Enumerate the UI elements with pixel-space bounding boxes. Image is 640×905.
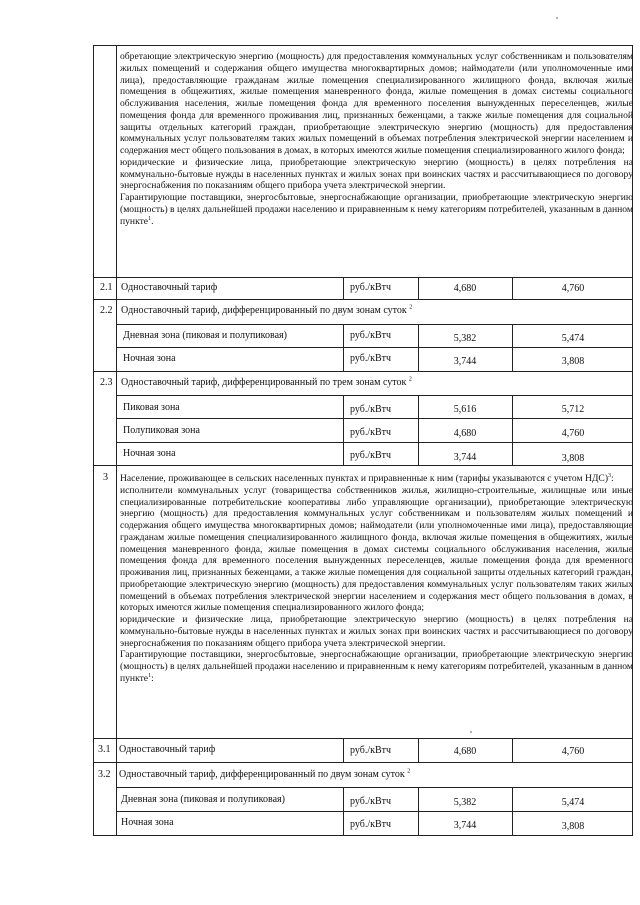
tariff-unit: руб./кВтч — [350, 745, 392, 756]
tariff-value-second: 4,760 — [561, 746, 585, 757]
row-border — [116, 418, 633, 419]
tariff-value-second: 3,808 — [561, 356, 585, 367]
table-border-bottom — [93, 835, 633, 836]
tariff-value-second: 3,808 — [561, 821, 585, 832]
row-number: 2.1 — [100, 282, 113, 293]
section2-desc-text: Гарантирующие поставщики, энергосбытовые, энергоснабжающие организации, приобретающие электрическую энергию (мощность) в целях дальнейшей продажи населению и приравненным к нему категориям потребителей, указанным в данном пункте — [120, 192, 633, 227]
tariff-unit: руб./кВтч — [350, 450, 392, 461]
footnote-marker: 3 — [608, 472, 612, 479]
row-border — [116, 324, 633, 325]
table-border-left — [93, 45, 94, 835]
tariff-value-second: 5,474 — [561, 333, 585, 344]
tariff-value-first: 5,382 — [453, 333, 477, 344]
section3-description — [120, 473, 633, 685]
tariff-unit: руб./кВтч — [350, 282, 392, 293]
tariff-value-first: 4,680 — [453, 283, 477, 294]
tariff-label — [119, 769, 410, 780]
col-border — [512, 395, 513, 465]
footnote-marker: 2 — [407, 768, 411, 775]
section3-desc-para — [120, 473, 633, 485]
tariff-value-first: 3,744 — [453, 356, 477, 367]
row-border — [116, 811, 633, 812]
tariff-label: Дневная зона (пиковая и полупиковая) — [123, 330, 287, 341]
tariff-unit: руб./кВтч — [350, 427, 392, 438]
scan-speck — [470, 731, 472, 733]
tariff-value-second: 4,760 — [561, 428, 585, 439]
tariff-unit: руб./кВтч — [350, 353, 392, 364]
tariff-value-first: 5,616 — [453, 404, 477, 415]
tariff-unit: руб./кВтч — [350, 330, 392, 341]
footnote-marker: 1 — [148, 215, 152, 222]
row-border — [93, 738, 633, 739]
section2-desc-para: юридические и физические лица, приобретающие электрическую энергию (мощность) в целях потребления на коммунально-бытовые нужды в населенных пунктах и жилых зонах при воинских частях и рассчитывающиеся по договору энергоснабжения по показаниям общего прибора учета электрической энергии. — [120, 156, 633, 192]
tariff-label: Пиковая зона — [123, 402, 180, 413]
col-border — [343, 738, 344, 762]
footnote-marker: 1 — [148, 672, 152, 679]
tariff-value-second: 5,474 — [561, 797, 585, 808]
tariff-value-first: 3,744 — [453, 452, 477, 463]
punctuation: : — [151, 672, 154, 684]
tariff-unit: руб./кВтч — [350, 819, 392, 830]
col-border — [343, 395, 344, 465]
tariff-label — [121, 377, 412, 388]
tariff-value-first: 4,680 — [453, 746, 477, 757]
section3-desc-para: юридические и физические лица, приобретающие электрическую энергию (мощность) в целях потребления на коммунально-бытовые нужды в населенных пунктах и жилых зонах при воинских частях и рассчитывающиеся по договору энергоснабжения по показаниям общего прибора учета электрической энергии. — [120, 614, 633, 649]
row-border — [116, 787, 633, 788]
row-border — [93, 277, 633, 278]
col-border — [343, 277, 344, 299]
tariff-label-text: Одноставочный тариф, дифференцированный по трем зонам суток — [121, 377, 407, 388]
section3-desc-para: исполнители коммунальных услуг (товарищества собственников жилья, жилищно-строительные, жилищные или иные специализированные потребительские кооперативы либо управляющие организации), приобретающие электрическую энергию (мощность) для предоставления коммунальных услуг собственникам и пользователям жилых помещений и содержания общего имущества многоквартирных домов; наймодатели (или уполномоченные ими лица), предоставляющие гражданам жилые помещения специализированного жилищного фонда, включая жилые помещения в общежитиях, жилые помещения маневренного фонда, жилые помещения в домах системы социального обслуживания населения, жилые помещения фонда для временного поселения вынужденных переселенцев, жилые помещения фонда для временного проживания лиц, признанных беженцами, а также жилые помещения для социальной защиты отдельных категорий граждан, приобретающие электрическую энергию (мощность) для предоставления коммунальных услуг пользователям таких жилых помещений в объемах потребления электрической энергии населением и содержания мест общего пользования в домах, в которых имеются жилые помещения специализированного жилого фонда; — [120, 484, 633, 614]
tariff-value-first: 4,680 — [453, 428, 477, 439]
tariff-label: Одноставочный тариф — [121, 282, 218, 293]
row-number: 2.2 — [100, 305, 113, 316]
tariff-unit: руб./кВтч — [350, 796, 392, 807]
tariff-unit: руб./кВтч — [350, 404, 392, 415]
tariff-label: Ночная зона — [121, 817, 174, 828]
section3-desc-text: Население, проживающее в сельских населенных пунктах и приравненные к ним (тарифы указываются с учетом НДС) — [120, 473, 609, 484]
row-number: 3 — [103, 472, 108, 483]
row-border — [93, 762, 633, 763]
section2-desc-para: Гарантирующие поставщики, энергосбытовые, энергоснабжающие организации, приобретающие электрическую энергию (мощность) в целях дальнейшей продажи населению и приравненным к нему категориям потребителей, указанным в данном пункте$^1$. — [120, 192, 633, 227]
tariff-label-text: Одноставочный тариф, дифференцированный по двум зонам суток — [121, 305, 407, 316]
row-border — [93, 371, 633, 372]
tariff-value-second: 4,760 — [561, 283, 585, 294]
tariff-label-text: Одноставочный тариф, дифференцированный по двум зонам суток — [119, 769, 405, 780]
row-number: 3.2 — [98, 769, 111, 780]
row-border — [116, 347, 633, 348]
tariff-value-first: 3,744 — [453, 820, 477, 831]
col-border — [418, 395, 419, 465]
tariff-label: Ночная зона — [123, 448, 176, 459]
tariff-label: Ночная зона — [123, 353, 176, 364]
col-border — [512, 277, 513, 299]
tariff-label: Одноставочный тариф — [119, 744, 216, 755]
row-number: 2.3 — [100, 377, 113, 388]
punctuation: : — [611, 473, 614, 484]
footnote-marker: 2 — [408, 376, 412, 383]
row-border — [116, 442, 633, 443]
table-border-top — [93, 45, 633, 46]
col-border — [418, 738, 419, 762]
footnote-marker: 2 — [409, 304, 413, 311]
tariff-value-second: 5,712 — [561, 404, 585, 415]
row-border — [116, 395, 633, 396]
tariff-value-first: 5,382 — [453, 797, 477, 808]
section2-desc-para: обретающие электрическую энергию (мощность) для предоставления коммунальных услуг собственникам и пользователям жилых помещений и содержания общего имущества многоквартирных домов; наймодатели (или уполномоченные ими лица), предоставляющие гражданам жилые помещения специализированного жилищного фонда, включая жилые помещения в общежитиях, жилые помещения маневренного фонда, жилые помещения в домах системы социального обслуживания населения, жилые помещения фонда для временного поселения вынужденных переселенцев, жилые помещения фонда для временного проживания лиц, признанных беженцами, а также жилые помещения для социальной защиты отдельных категорий граждан, приобретающие электрическую энергию (мощность) для предоставления коммунальных услуг пользователям таких жилых помещений в объемах потребления электрической энергии населением и содержания мест общего пользования в домах, в которых имеются жилые помещения специализированного жилого фонда; — [120, 51, 633, 156]
tariff-value-second: 3,808 — [561, 453, 585, 464]
col-border — [418, 277, 419, 299]
tariff-label: Полупиковая зона — [123, 425, 200, 436]
section2-description — [120, 51, 633, 227]
scan-speck — [556, 17, 558, 19]
section3-desc-text: Гарантирующие поставщики, энергосбытовые, энергоснабжающие организации, приобретающие электрическую энергию (мощность) в целях дальнейшей продажи населению и приравненным к нему категориям потребителей, указанным в данном пункте — [120, 649, 633, 684]
row-border — [93, 299, 633, 300]
section3-desc-para — [120, 649, 633, 684]
row-border — [93, 465, 633, 466]
table-border-num — [116, 45, 117, 835]
col-border — [512, 738, 513, 762]
tariff-label — [121, 305, 412, 316]
row-number: 3.1 — [98, 744, 111, 755]
tariff-label: Дневная зона (пиковая и полупиковая) — [121, 794, 285, 805]
